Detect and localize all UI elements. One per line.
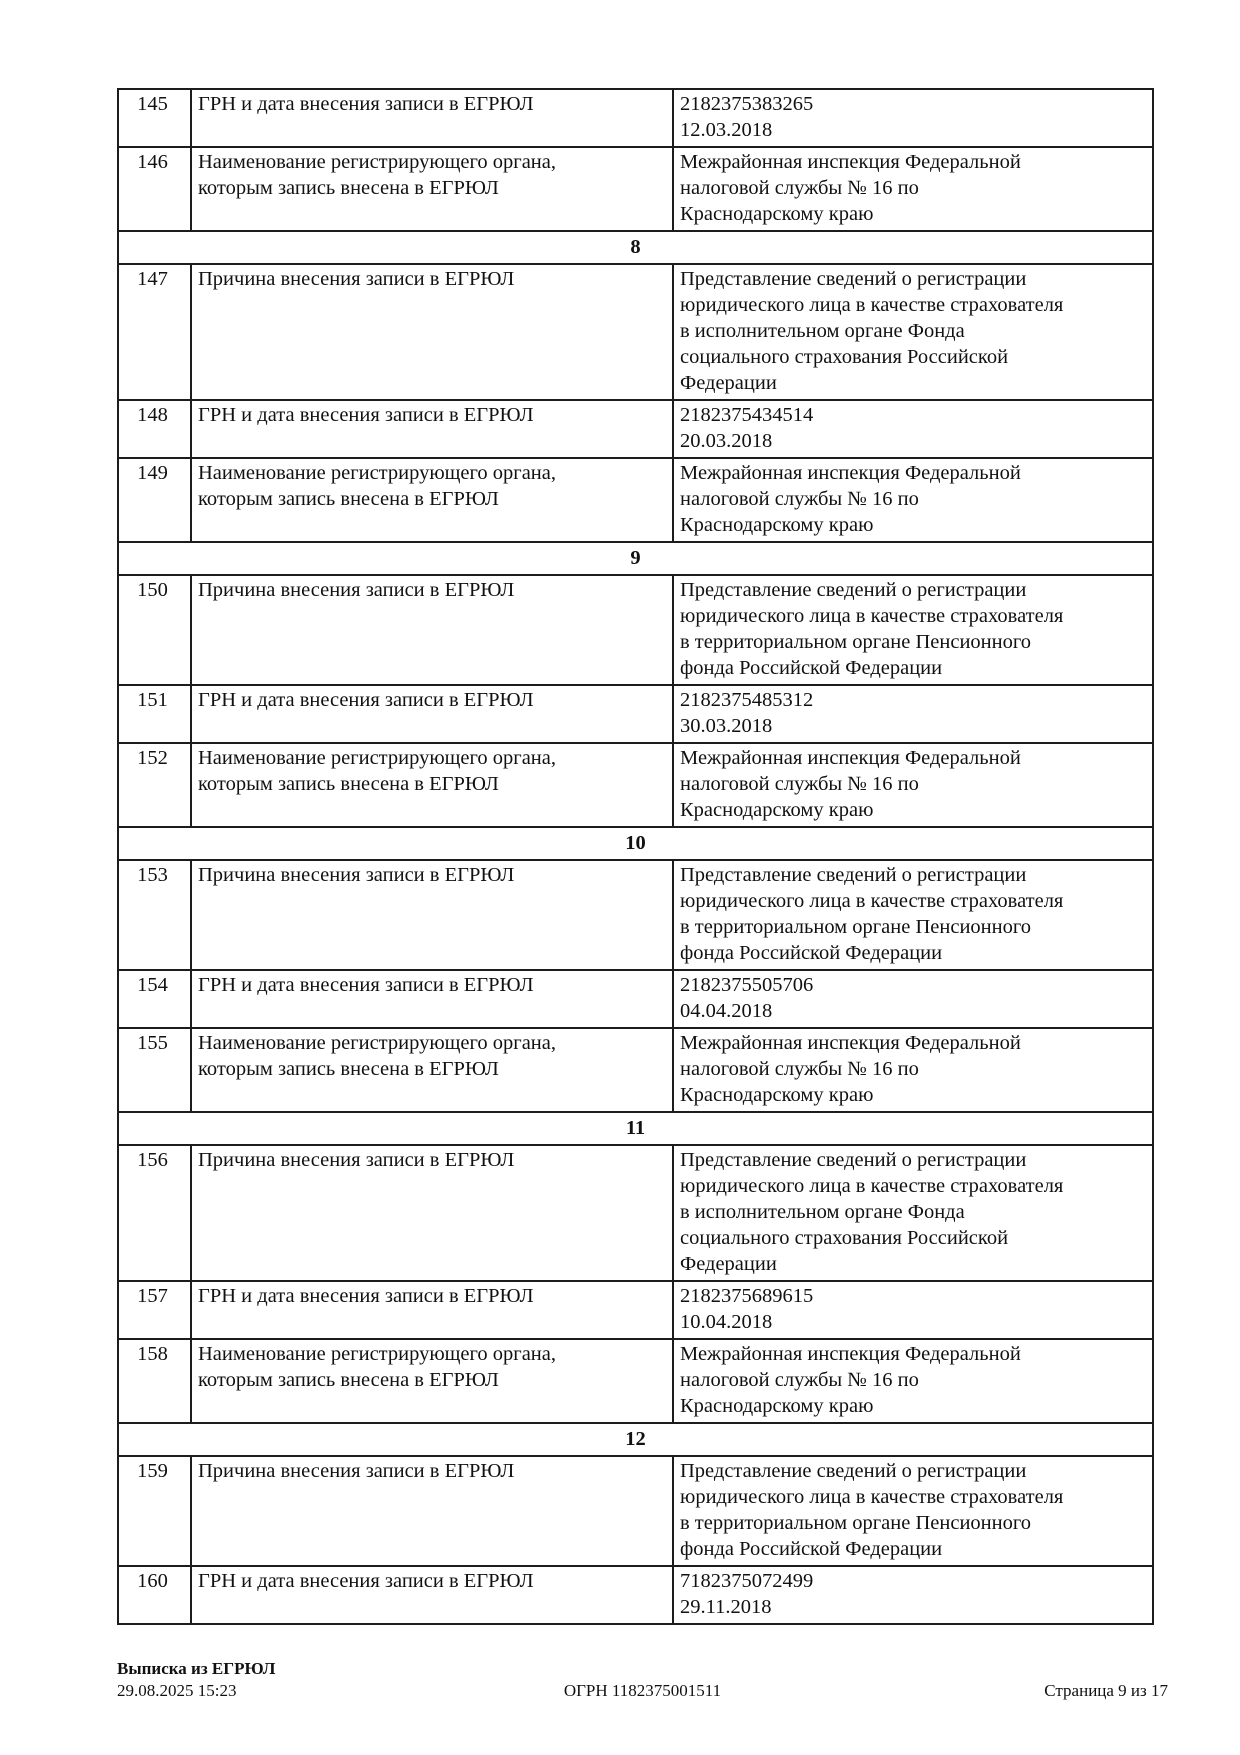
row-number-cell: 146 <box>118 147 191 231</box>
cell-text-line: юридического лица в качестве страхователя <box>680 1175 1064 1197</box>
cell-text-line: Краснодарскому краю <box>680 1395 874 1417</box>
cell-text-line: Межрайонная инспекция Федеральной <box>680 462 1021 484</box>
cell-text-line: налоговой службы № 16 по <box>680 1058 919 1080</box>
row-label-cell <box>191 575 673 685</box>
row-value-cell <box>673 1145 1153 1281</box>
row-number-cell: 155 <box>118 1028 191 1112</box>
cell-text-line: Межрайонная инспекция Федеральной <box>680 1032 1021 1054</box>
cell-text-line: Федерации <box>680 1253 777 1275</box>
cell-text-line: Наименование регистрирующего органа, <box>198 1032 556 1054</box>
cell-text-line: Межрайонная инспекция Федеральной <box>680 151 1021 173</box>
section-number: 10 <box>118 827 1153 860</box>
table-row <box>118 1145 1153 1281</box>
cell-text-line: Краснодарскому краю <box>680 1084 874 1106</box>
cell-text-line: 2182375383265 <box>680 93 814 115</box>
cell-text-line: Межрайонная инспекция Федеральной <box>680 747 1021 769</box>
cell-text-line: которым запись внесена в ЕГРЮЛ <box>198 1369 499 1391</box>
cell-text-line: в исполнительном органе Фонда <box>680 1201 965 1223</box>
cell-text-line: фонда Российской Федерации <box>680 1538 943 1560</box>
row-number-cell: 157 <box>118 1281 191 1339</box>
table-row <box>118 458 1153 542</box>
row-label-cell <box>191 743 673 827</box>
cell-text-line: ГРН и дата внесения записи в ЕГРЮЛ <box>198 974 534 996</box>
cell-text-line: юридического лица в качестве страхователя <box>680 890 1064 912</box>
table-row <box>118 1028 1153 1112</box>
section-header-row <box>118 1112 1153 1145</box>
cell-text-line: 29.11.2018 <box>680 1596 772 1618</box>
row-label-cell <box>191 685 673 743</box>
cell-text-line: Представление сведений о регистрации <box>680 1460 1027 1482</box>
cell-text-line: ГРН и дата внесения записи в ЕГРЮЛ <box>198 1285 534 1307</box>
row-value-cell <box>673 860 1153 970</box>
row-number-cell: 153 <box>118 860 191 970</box>
cell-text-line: Причина внесения записи в ЕГРЮЛ <box>198 864 515 886</box>
cell-text-line: Федерации <box>680 372 777 394</box>
cell-text-line: Представление сведений о регистрации <box>680 864 1027 886</box>
row-label-cell <box>191 860 673 970</box>
section-header-row <box>118 1423 1153 1456</box>
cell-text-line: которым запись внесена в ЕГРЮЛ <box>198 773 499 795</box>
cell-text-line: Представление сведений о регистрации <box>680 268 1027 290</box>
cell-text-line: Наименование регистрирующего органа, <box>198 747 556 769</box>
section-number: 9 <box>118 542 1153 575</box>
row-number-cell: 159 <box>118 1456 191 1566</box>
cell-text-line: в исполнительном органе Фонда <box>680 320 965 342</box>
row-value-cell <box>673 970 1153 1028</box>
table-row <box>118 264 1153 400</box>
row-number-cell: 145 <box>118 89 191 147</box>
row-label-cell <box>191 1028 673 1112</box>
section-header-row <box>118 231 1153 264</box>
row-value-cell <box>673 1456 1153 1566</box>
cell-text-line: ГРН и дата внесения записи в ЕГРЮЛ <box>198 93 534 115</box>
cell-text-line: Краснодарскому краю <box>680 203 874 225</box>
table-row <box>118 1456 1153 1566</box>
cell-text-line: налоговой службы № 16 по <box>680 488 919 510</box>
row-number-cell: 152 <box>118 743 191 827</box>
row-label-cell <box>191 1566 673 1624</box>
egrul-records-table <box>117 88 1154 1625</box>
cell-text-line: Межрайонная инспекция Федеральной <box>680 1343 1021 1365</box>
cell-text-line: 30.03.2018 <box>680 715 773 737</box>
cell-text-line: 2182375485312 <box>680 689 814 711</box>
table-row <box>118 860 1153 970</box>
row-value-cell <box>673 1028 1153 1112</box>
cell-text-line: фонда Российской Федерации <box>680 942 943 964</box>
cell-text-line: налоговой службы № 16 по <box>680 773 919 795</box>
cell-text-line: Причина внесения записи в ЕГРЮЛ <box>198 268 515 290</box>
cell-text-line: 20.03.2018 <box>680 430 773 452</box>
row-label-cell <box>191 1456 673 1566</box>
row-value-cell <box>673 1566 1153 1624</box>
cell-text-line: ГРН и дата внесения записи в ЕГРЮЛ <box>198 689 534 711</box>
cell-text-line: социального страхования Российской <box>680 346 1009 368</box>
cell-text-line: 12.03.2018 <box>680 119 773 141</box>
section-number: 12 <box>118 1423 1153 1456</box>
footer-page-number: Страница 9 из 17 <box>1044 1681 1168 1700</box>
cell-text-line: Причина внесения записи в ЕГРЮЛ <box>198 579 515 601</box>
row-number-cell: 148 <box>118 400 191 458</box>
row-value-cell <box>673 400 1153 458</box>
table-row <box>118 1281 1153 1339</box>
row-number-cell: 150 <box>118 575 191 685</box>
row-label-cell <box>191 970 673 1028</box>
cell-text-line: 2182375689615 <box>680 1285 814 1307</box>
cell-text-line: Представление сведений о регистрации <box>680 579 1027 601</box>
table-row <box>118 970 1153 1028</box>
page-footer <box>117 1658 1168 1702</box>
row-label-cell <box>191 264 673 400</box>
footer-ogrn: ОГРН 1182375001511 <box>563 1681 722 1700</box>
cell-text-line: Представление сведений о регистрации <box>680 1149 1027 1171</box>
cell-text-line: которым запись внесена в ЕГРЮЛ <box>198 488 499 510</box>
row-value-cell <box>673 264 1153 400</box>
section-header-row <box>118 827 1153 860</box>
cell-text-line: Наименование регистрирующего органа, <box>198 1343 556 1365</box>
cell-text-line: 7182375072499 <box>680 1570 814 1592</box>
row-label-cell <box>191 1339 673 1423</box>
cell-text-line: Краснодарскому краю <box>680 514 874 536</box>
footer-datetime: 29.08.2025 15:23 <box>117 1681 237 1700</box>
cell-text-line: в территориальном органе Пенсионного <box>680 916 1032 938</box>
row-value-cell <box>673 1281 1153 1339</box>
table-row <box>118 1566 1153 1624</box>
cell-text-line: социального страхования Российской <box>680 1227 1009 1249</box>
cell-text-line: фонда Российской Федерации <box>680 657 943 679</box>
row-number-cell: 156 <box>118 1145 191 1281</box>
row-number-cell: 160 <box>118 1566 191 1624</box>
row-value-cell <box>673 743 1153 827</box>
cell-text-line: Причина внесения записи в ЕГРЮЛ <box>198 1460 515 1482</box>
table-row <box>118 89 1153 147</box>
row-number-cell: 151 <box>118 685 191 743</box>
cell-text-line: Наименование регистрирующего органа, <box>198 151 556 173</box>
footer-doc-title: Выписка из ЕГРЮЛ <box>117 1659 276 1678</box>
section-header-row <box>118 542 1153 575</box>
row-value-cell <box>673 1339 1153 1423</box>
cell-text-line: юридического лица в качестве страхователя <box>680 294 1064 316</box>
row-label-cell <box>191 1145 673 1281</box>
row-value-cell <box>673 147 1153 231</box>
footer-left-block <box>117 1658 564 1702</box>
row-value-cell <box>673 89 1153 147</box>
row-label-cell <box>191 458 673 542</box>
row-value-cell <box>673 458 1153 542</box>
cell-text-line: Краснодарскому краю <box>680 799 874 821</box>
row-number-cell: 158 <box>118 1339 191 1423</box>
table-row <box>118 1339 1153 1423</box>
cell-text-line: Наименование регистрирующего органа, <box>198 462 556 484</box>
cell-text-line: которым запись внесена в ЕГРЮЛ <box>198 1058 499 1080</box>
cell-text-line: налоговой службы № 16 по <box>680 177 919 199</box>
cell-text-line: ГРН и дата внесения записи в ЕГРЮЛ <box>198 1570 534 1592</box>
cell-text-line: 10.04.2018 <box>680 1311 773 1333</box>
cell-text-line: 2182375434514 <box>680 404 814 426</box>
cell-text-line: которым запись внесена в ЕГРЮЛ <box>198 177 499 199</box>
table-row <box>118 685 1153 743</box>
cell-text-line: 2182375505706 <box>680 974 814 996</box>
row-label-cell <box>191 147 673 231</box>
cell-text-line: в территориальном органе Пенсионного <box>680 631 1032 653</box>
cell-text-line: юридического лица в качестве страхователя <box>680 605 1064 627</box>
table-row <box>118 743 1153 827</box>
row-number-cell: 147 <box>118 264 191 400</box>
table-row <box>118 575 1153 685</box>
row-label-cell <box>191 400 673 458</box>
row-label-cell <box>191 89 673 147</box>
row-label-cell <box>191 1281 673 1339</box>
section-number: 11 <box>118 1112 1153 1145</box>
cell-text-line: налоговой службы № 16 по <box>680 1369 919 1391</box>
egrul-records-table-body <box>118 89 1153 1624</box>
cell-text-line: юридического лица в качестве страхователя <box>680 1486 1064 1508</box>
cell-text-line: 04.04.2018 <box>680 1000 773 1022</box>
row-number-cell: 154 <box>118 970 191 1028</box>
cell-text-line: ГРН и дата внесения записи в ЕГРЮЛ <box>198 404 534 426</box>
cell-text-line: в территориальном органе Пенсионного <box>680 1512 1032 1534</box>
row-value-cell <box>673 685 1153 743</box>
table-row <box>118 147 1153 231</box>
cell-text-line: Причина внесения записи в ЕГРЮЛ <box>198 1149 515 1171</box>
table-row <box>118 400 1153 458</box>
row-number-cell: 149 <box>118 458 191 542</box>
row-value-cell <box>673 575 1153 685</box>
section-number: 8 <box>118 231 1153 264</box>
